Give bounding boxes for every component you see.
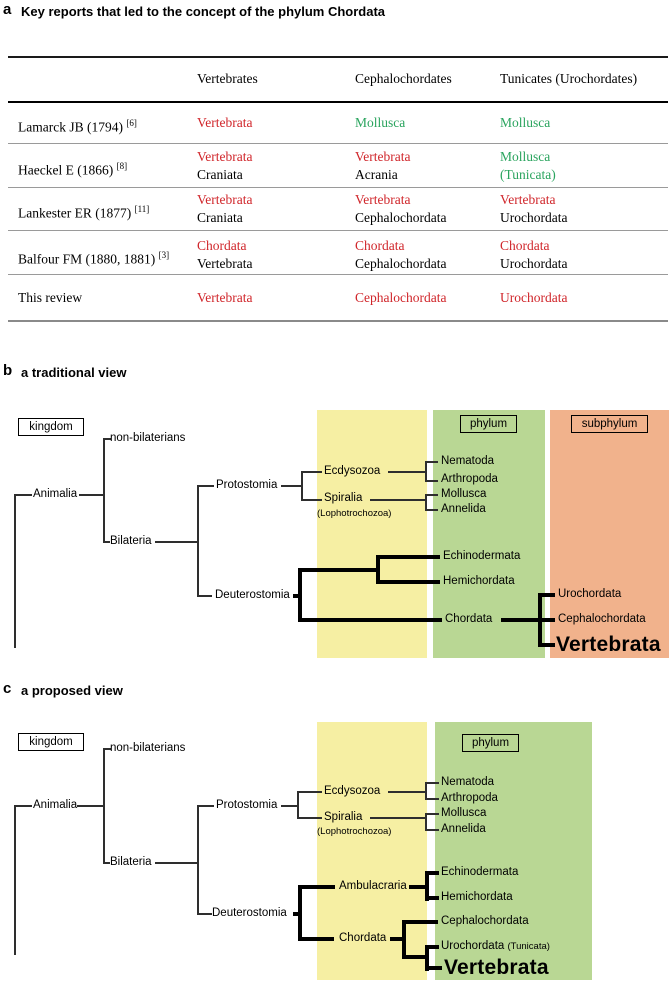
taxon-urochordata: Urochordata [558, 588, 622, 600]
panel-a-title: Key reports that led to the concept of the phylum Chordata [21, 4, 386, 19]
reference-superscript: [3] [158, 250, 170, 260]
branch-line-thick [298, 885, 302, 941]
branch-line-thick [402, 920, 406, 959]
taxon-protostomia: Protostomia [216, 799, 278, 811]
table-cell: Chordata Cephalochordata [355, 238, 447, 271]
table-rule [8, 230, 668, 231]
rank-box-phylum: phylum [462, 734, 519, 752]
rank-box-phylum: phylum [460, 415, 517, 433]
branch-line-thick [298, 885, 335, 889]
taxon-deuterostomia: Deuterostomia [215, 589, 290, 601]
taxon-echinodermata: Echinodermata [443, 550, 521, 562]
branch-line [425, 829, 439, 831]
table-cell: Vertebrata Craniata [197, 192, 253, 225]
table-rule [8, 143, 668, 144]
table-cell: Chordata Vertebrata [197, 238, 253, 271]
branch-line [425, 494, 438, 496]
taxon-non-bilaterians: non-bilaterians [110, 742, 186, 754]
taxon-lophotrochozoa: (Lophotrochozoa) [317, 508, 392, 519]
branch-line [103, 748, 105, 864]
branch-line [77, 805, 104, 807]
branch-line [103, 862, 110, 864]
taxon-arthropoda: Arthropoda [441, 473, 498, 485]
taxon-nematoda: Nematoda [441, 455, 495, 467]
taxon-bilateria: Bilateria [110, 535, 152, 547]
taxon-cephalochordata: Cephalochordata [558, 613, 646, 625]
branch-line [425, 480, 438, 482]
table-cell: Mollusca (Tunicata) [500, 149, 556, 182]
panel-c-title: a proposed view [21, 683, 123, 698]
panel-c-letter: c [3, 680, 12, 697]
table-rule-header [8, 101, 668, 103]
panel-a-letter: a [3, 1, 12, 18]
branch-line-thick [538, 593, 555, 597]
taxon-urochordata: Urochordata (Tunicata) [441, 940, 550, 952]
column-header-vertebrates: Vertebrates [197, 71, 258, 86]
table-rule [8, 187, 668, 188]
table-cell: Vertebrata Cephalochordata [355, 192, 447, 225]
branch-line-thick [402, 920, 438, 924]
taxon-spiralia: Spiralia [324, 492, 363, 504]
taxon-chordata: Chordata [445, 613, 493, 625]
branch-line-thick [425, 871, 439, 875]
branch-line-thick [425, 945, 439, 949]
branch-line [370, 499, 426, 501]
branch-line [425, 813, 439, 815]
table-cell: Mollusca [355, 115, 406, 130]
taxon-annelida: Annelida [441, 503, 486, 515]
branch-line [155, 862, 198, 864]
branch-line [388, 471, 426, 473]
branch-line-thick [298, 568, 380, 572]
branch-line [297, 791, 299, 819]
table-cell: Urochordata [500, 290, 568, 305]
row-author: Balfour FM (1880, 1881) [3] [18, 250, 170, 267]
taxon-nematoda: Nematoda [441, 776, 495, 788]
taxon-arthropoda: Arthropoda [441, 792, 498, 804]
table-cell: Mollusca [500, 115, 551, 130]
branch-line [425, 798, 439, 800]
branch-line-thick [298, 568, 302, 622]
taxon-non-bilaterians: non-bilaterians [110, 432, 186, 444]
branch-line [425, 461, 427, 482]
row-author: Lankester ER (1877) [11] [18, 204, 150, 221]
branch-line [425, 782, 439, 784]
taxon-bilateria: Bilateria [110, 856, 152, 868]
taxon-animalia: Animalia [33, 488, 78, 500]
row-author: This review [18, 290, 83, 305]
branch-line-thick [298, 618, 442, 622]
branch-line [370, 817, 426, 819]
branch-line [301, 499, 322, 501]
branch-line [425, 461, 438, 463]
taxon-annelida: Annelida [441, 823, 486, 835]
branch-line [197, 485, 214, 487]
branch-line [15, 805, 32, 807]
panel-b-title: a traditional view [21, 365, 127, 380]
panel-b-letter: b [3, 362, 13, 379]
branch-line [388, 791, 426, 793]
branch-line-thick [501, 618, 542, 622]
branch-line [197, 805, 199, 915]
branch-line [301, 471, 322, 473]
table-cell: Chordata Urochordata [500, 238, 568, 271]
branch-line [155, 541, 198, 543]
taxon-hemichordata: Hemichordata [441, 891, 513, 903]
taxon-mollusca: Mollusca [441, 488, 487, 500]
branch-line [15, 494, 32, 496]
taxon-cephalochordata: Cephalochordata [441, 915, 529, 927]
row-author: Haeckel E (1866) [8] [18, 161, 128, 178]
branch-line-thick [425, 896, 439, 900]
table-cell: Vertebrata [197, 115, 253, 130]
branch-line [79, 494, 104, 496]
taxon-protostomia: Protostomia [216, 479, 278, 491]
table-cell: Vertebrata Urochordata [500, 192, 568, 225]
taxon-ambulacraria: Ambulacraria [339, 880, 407, 892]
rank-box-kingdom: kingdom [18, 733, 84, 751]
branch-line [301, 471, 303, 501]
table-cell: Vertebrata Acrania [355, 149, 411, 182]
taxon-chordata: Chordata [339, 932, 387, 944]
taxon-animalia: Animalia [33, 799, 78, 811]
table-rule-bottom [8, 320, 668, 322]
reference-superscript: [11] [134, 204, 150, 214]
branch-line [425, 509, 438, 511]
row-author: Lamarck JB (1794) [6] [18, 118, 137, 135]
branch-line [14, 805, 16, 955]
taxon-spiralia: Spiralia [324, 811, 363, 823]
branch-line [297, 791, 322, 793]
branch-line-thick [425, 966, 442, 970]
table-cell: Cephalochordata [355, 290, 447, 305]
branch-line [103, 438, 105, 543]
branch-line-thick [538, 618, 555, 622]
taxon-mollusca: Mollusca [441, 807, 487, 819]
rank-box-subphylum: subphylum [571, 415, 648, 433]
branch-line-thick [538, 643, 555, 647]
branch-line [103, 541, 110, 543]
taxon-echinodermata: Echinodermata [441, 866, 519, 878]
table-cell: Vertebrata Craniata [197, 149, 253, 182]
taxon-hemichordata: Hemichordata [443, 575, 515, 587]
column-header-cephalochordates: Cephalochordates [355, 71, 452, 86]
reference-superscript: [6] [126, 118, 137, 128]
taxon-ecdysozoa: Ecdysozoa [324, 785, 381, 797]
branch-line-thick [376, 555, 440, 559]
table-cell: Vertebrata [197, 290, 253, 305]
taxon-vertebrata: Vertebrata [444, 956, 549, 979]
reference-superscript: [8] [116, 161, 128, 171]
branch-line [197, 913, 212, 915]
taxon-ecdysozoa: Ecdysozoa [324, 465, 381, 477]
branch-line [297, 817, 322, 819]
column-header-tunicates: Tunicates (Urochordates) [500, 71, 638, 86]
taxon-vertebrata: Vertebrata [556, 633, 661, 656]
branch-line-thick [376, 580, 440, 584]
taxon-lophotrochozoa: (Lophotrochozoa) [317, 826, 392, 837]
branch-line [197, 485, 199, 597]
branch-line-thick [298, 937, 334, 941]
rank-box-kingdom: kingdom [18, 418, 84, 436]
branch-line [197, 805, 214, 807]
branch-line [14, 494, 16, 648]
taxon-deuterostomia: Deuterostomia [212, 907, 287, 919]
table-rule-top [8, 56, 668, 58]
taxon-tunicata: (Tunicata) [507, 941, 550, 952]
branch-line [197, 595, 212, 597]
table-rule [8, 274, 668, 275]
branch-line [281, 485, 302, 487]
